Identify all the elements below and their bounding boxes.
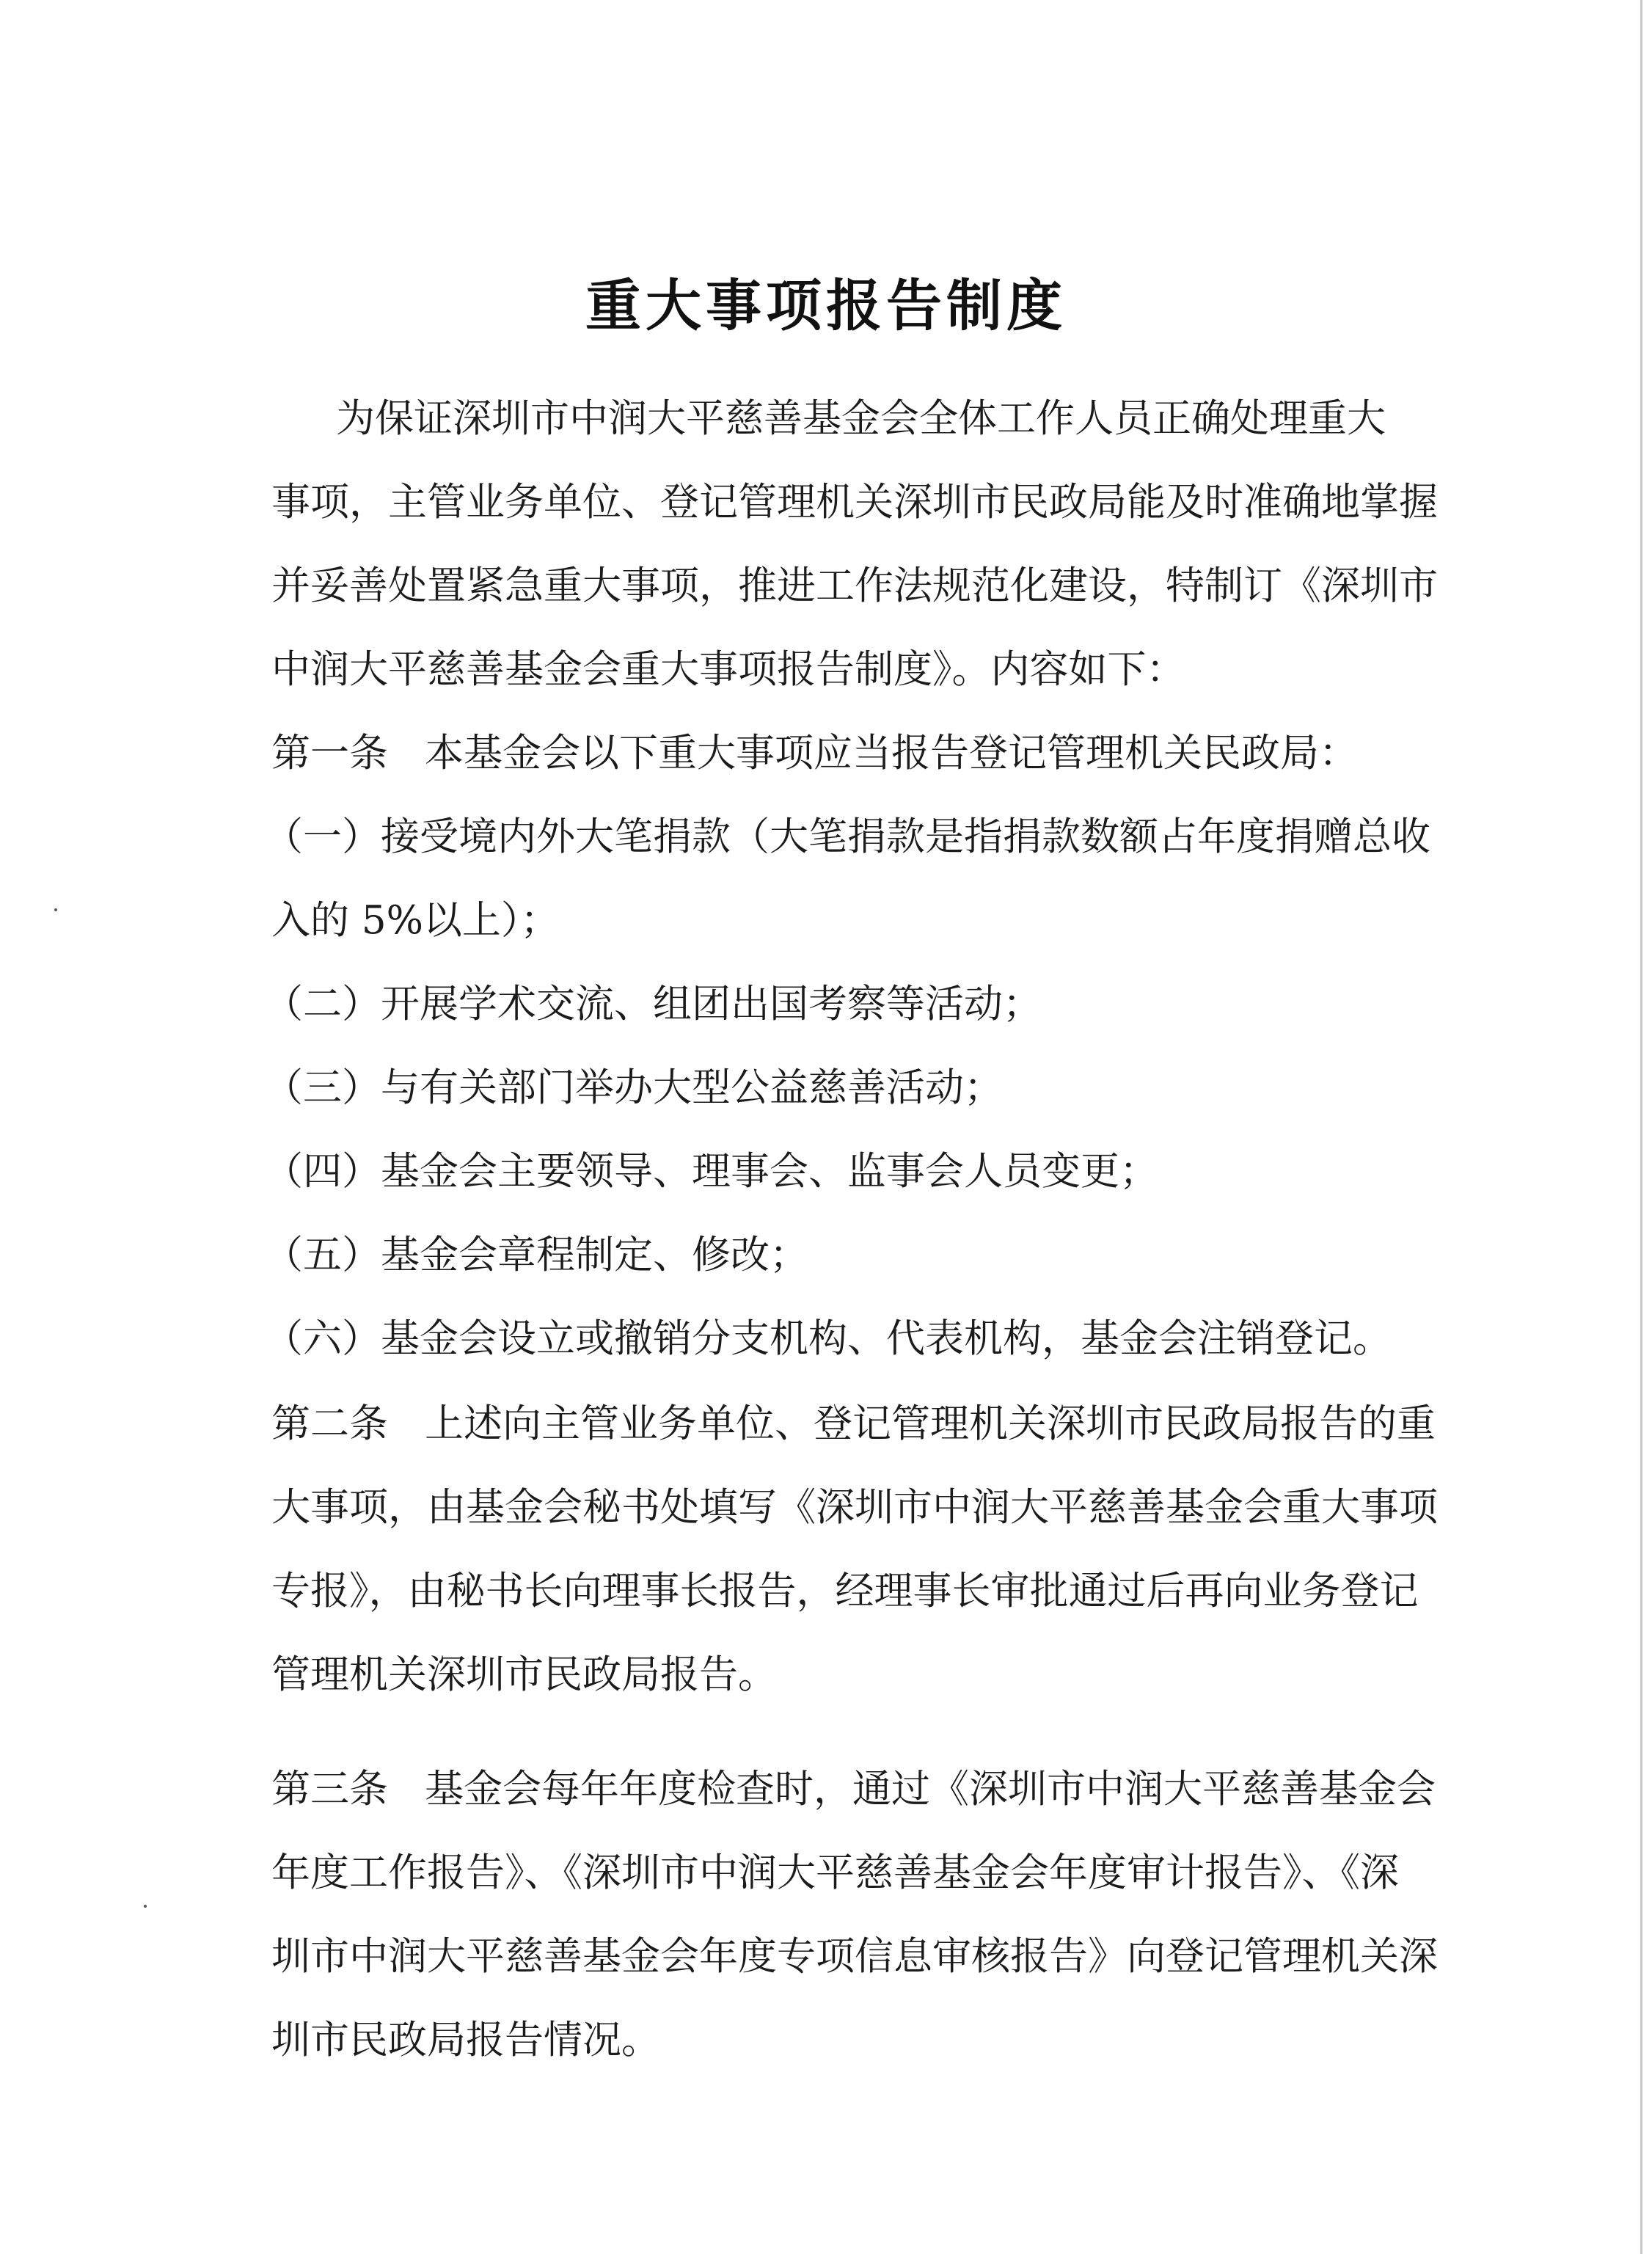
article-2-line: 专报》，由秘书长向理事长报告，经理事长审批通过后再向业务登记: [271, 1569, 1419, 1613]
article-1-item: （三）与有关部门举办大型公益慈善活动；: [264, 1065, 1003, 1110]
article-3-heading: [271, 1764, 1436, 1815]
intro-line: 中润大平慈善基金会重大事项报告制度》。内容如下：: [271, 647, 1185, 692]
article-text: 本基金会以下重大事项应当报告登记管理机关民政局：: [425, 731, 1358, 776]
article-text: 基金会每年年度检查时，通过《深圳市中润大平慈善基金会: [425, 1767, 1436, 1812]
article-1-item: （二）开展学术交流、组团出国考察等活动；: [264, 982, 1042, 1026]
article-label: 第一条: [271, 731, 388, 776]
article-label: 第三条: [271, 1767, 388, 1812]
article-1-item: 入的 5%以上）；: [271, 898, 560, 943]
article-1-item: （四）基金会主要领导、理事会、监事会人员变更；: [264, 1149, 1158, 1194]
article-text: 上述向主管业务单位、登记管理机关深圳市民政局报告的重: [425, 1401, 1436, 1446]
article-2-line: 管理机关深圳市民政局报告。: [271, 1652, 777, 1697]
scan-edge-shadow: [1640, 0, 1642, 2254]
article-3-line: 圳市民政局报告情况。: [271, 2018, 660, 2062]
article-label: 第二条: [271, 1401, 388, 1446]
scan-speck: [144, 1905, 147, 1908]
article-3-line: 圳市中润大平慈善基金会年度专项信息审核报告》向登记管理机关深: [271, 1934, 1438, 1979]
article-1-item: （六）基金会设立或撤销分支机构、代表机构，基金会注销登记。: [264, 1316, 1392, 1361]
intro-line: 并妥善处置紧急重大事项，推进工作法规范化建设，特制订《深圳市: [271, 564, 1438, 608]
article-2-heading: [271, 1398, 1436, 1450]
article-3-line: 年度工作报告》、《深圳市中润大平慈善基金会年度审计报告》、《深: [271, 1850, 1399, 1895]
intro-line: 为保证深圳市中润大平慈善基金会全体工作人员正确处理重大: [336, 396, 1386, 441]
document-title: 重大事项报告制度: [585, 273, 1067, 338]
article-1-item: （五）基金会章程制定、修改；: [264, 1233, 808, 1277]
article-1-heading: [271, 728, 1358, 779]
article-2-line: 大事项，由基金会秘书处填写《深圳市中润大平慈善基金会重大事项: [271, 1485, 1438, 1530]
intro-line: 事项，主管业务单位、登记管理机关深圳市民政局能及时准确地掌握: [271, 480, 1438, 525]
scan-speck: [54, 908, 57, 911]
article-1-item: （一）接受境内外大笔捐款（大笔捐款是指捐款数额占年度捐赠总收: [264, 814, 1430, 859]
